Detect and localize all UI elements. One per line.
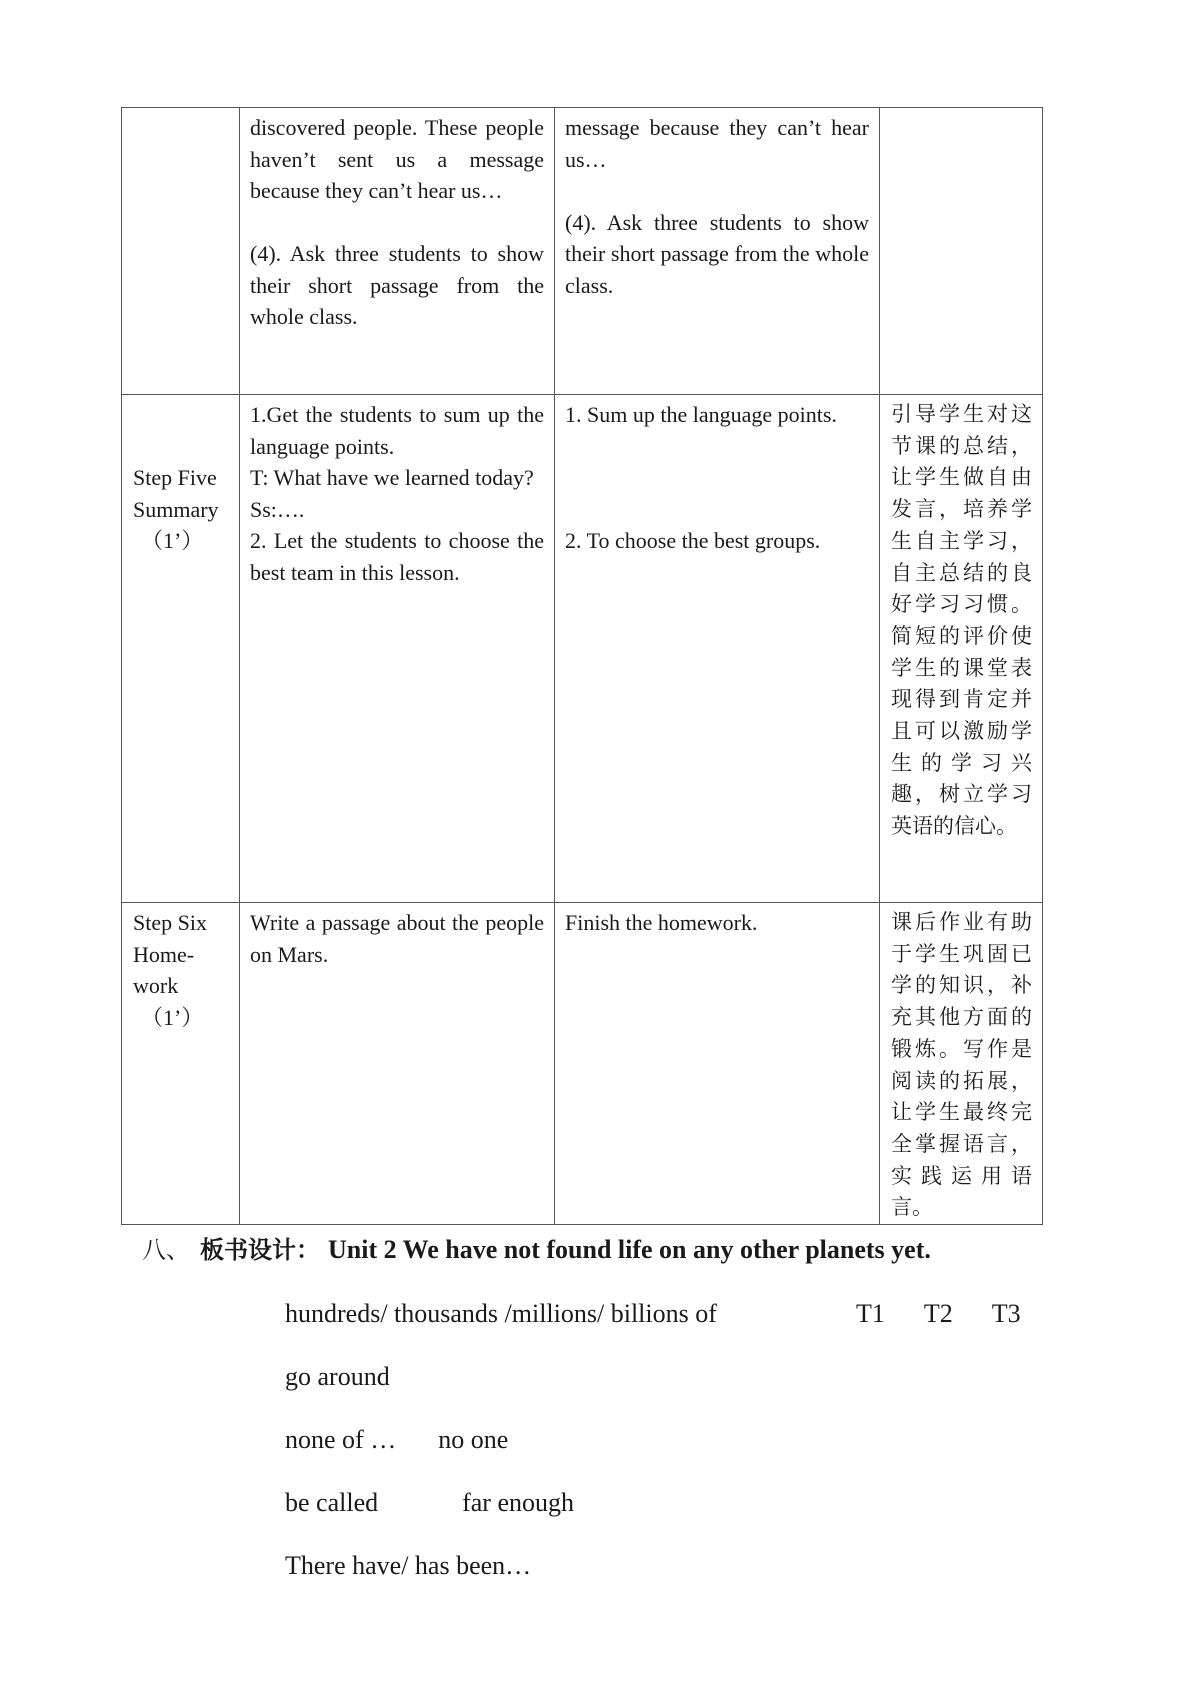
teacher-activity-text: (4). Ask three students to show their short passage from the whole class. <box>250 241 544 329</box>
student-activity-text: Finish the homework. <box>565 910 758 935</box>
student-activity-text: 1. Sum up the language points. <box>565 402 837 427</box>
teacher-activity-text: 1.Get the students to sum up the language points. <box>250 402 544 459</box>
purpose-text: 课后作业有助于学生巩固已学的知识，补充其他方面的锻炼。写作是阅读的拓展，让学生最终完全掌握语言，实践运用语言。 <box>891 910 1032 1220</box>
teacher-activity-cell <box>240 903 555 1225</box>
board-design-heading <box>142 1232 931 1268</box>
purpose-cell <box>880 108 1043 395</box>
student-activity-cell <box>555 108 880 395</box>
table-row <box>122 395 1043 903</box>
step-cell <box>122 903 240 1225</box>
section-number: 八、 <box>142 1236 190 1264</box>
step-cell <box>122 395 240 903</box>
unit-title: Unit 2 We have not found life on any other planets yet. <box>328 1235 931 1264</box>
board-line <box>285 1485 574 1521</box>
phrase: be called <box>285 1488 379 1517</box>
teacher-activity-text: T: What have we learned today? <box>250 465 534 490</box>
team-label: T2 <box>923 1299 953 1328</box>
step-title: Step Five <box>133 465 217 490</box>
team-label: T1 <box>856 1299 885 1328</box>
student-activity-cell <box>555 903 880 1225</box>
table-row <box>122 903 1043 1225</box>
board-line: go around <box>285 1362 390 1391</box>
step-name: work <box>133 973 179 998</box>
teacher-activity-text: 2. Let the students to choose the best team in this lesson. <box>250 528 544 585</box>
step-time: （1’） <box>141 528 204 553</box>
board-line <box>285 1422 508 1458</box>
phrase: no one <box>438 1425 509 1454</box>
board-line: hundreds/ thousands /millions/ billions of <box>285 1299 717 1328</box>
student-activity-text: (4). Ask three students to show their short passage from the whole class. <box>565 209 869 298</box>
step-time: （1’） <box>141 1004 204 1030</box>
teacher-activity-cell <box>240 108 555 395</box>
purpose-text: 引导学生对这节课的总结，让学生做自由发言，培养学生自主学习，自主总结的良好学习习惯。简短的评价使学生的课堂表现得到肯定并且可以激励学生的学习兴趣，树立学习英语的信心。 <box>891 402 1032 839</box>
step-cell <box>122 108 240 395</box>
teacher-activity-cell <box>240 395 555 903</box>
table-row <box>122 108 1043 395</box>
section-label: 板书设计： <box>200 1235 320 1264</box>
step-name: Summary <box>133 496 219 522</box>
teacher-activity-text: discovered people. These people haven’t sent us a message because they can’t hear us… <box>250 115 544 203</box>
student-activity-text: message because they can’t hear us… <box>565 115 869 172</box>
teacher-activity-text: Ss:…. <box>250 496 305 522</box>
board-line: There have/ has been… <box>285 1551 532 1580</box>
step-title: Step Six <box>133 910 207 935</box>
phrase: none of … <box>285 1425 397 1454</box>
student-activity-cell <box>555 395 880 903</box>
phrase: far enough <box>462 1488 575 1517</box>
team-labels <box>856 1296 1021 1332</box>
team-label: T3 <box>991 1299 1021 1328</box>
purpose-cell <box>880 903 1043 1225</box>
student-activity-text: 2. To choose the best groups. <box>565 528 821 553</box>
purpose-cell <box>880 395 1043 903</box>
step-name: Home- <box>133 941 195 967</box>
teacher-activity-text: Write a passage about the people on Mars. <box>250 910 544 967</box>
lesson-plan-table <box>121 107 1043 1225</box>
